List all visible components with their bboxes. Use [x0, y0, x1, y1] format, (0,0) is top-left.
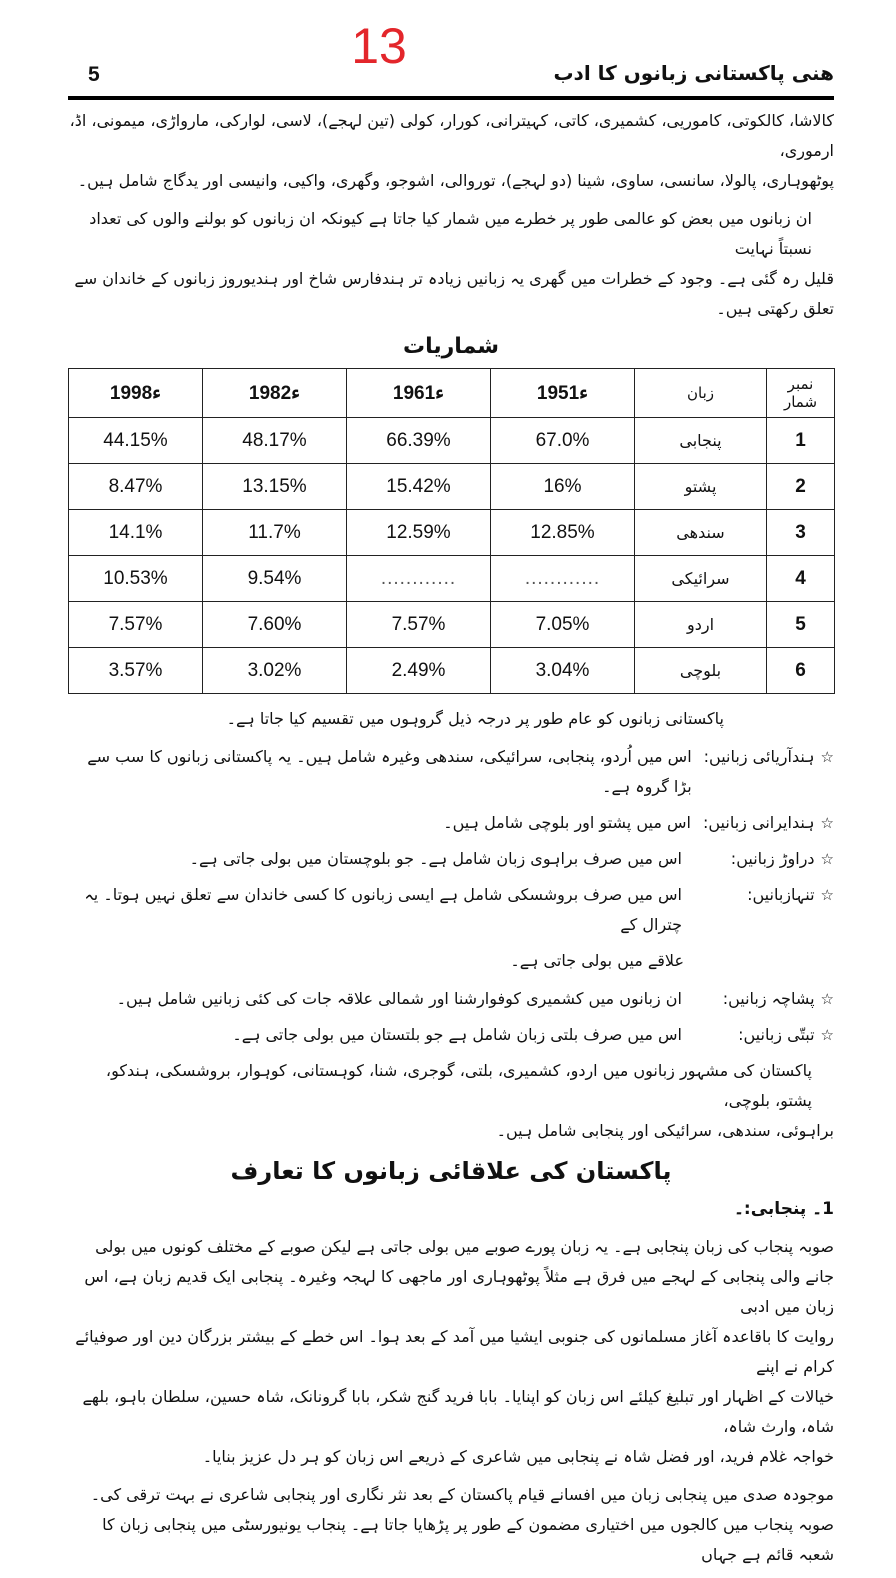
group-label: تنہازبانیں: — [747, 885, 815, 904]
regional-section-title: پاکستان کی علاقائی زبانوں کا تعارف — [230, 1157, 672, 1185]
red-page-number: 13 — [351, 18, 407, 74]
header-year-1961: 1961ء — [347, 369, 491, 418]
table-row — [69, 464, 835, 510]
cell-1951: 12.85% — [491, 510, 635, 556]
star-icon: ☆ — [820, 850, 834, 868]
statistics-title: شماریات — [403, 334, 499, 359]
cell-serial: 3 — [767, 510, 835, 556]
table-row — [69, 648, 835, 694]
cell-1961: 66.39% — [347, 418, 491, 464]
group-item-isolate — [68, 880, 834, 940]
cell-1951: 7.05% — [491, 602, 635, 648]
cell-1982: 48.17% — [203, 418, 347, 464]
endangered-line-1: ان زبانوں میں بعض کو عالمی طور پر خطرے میں شمار کیا جاتا ہے کیونکہ ان زبانوں کو بولنے والوں کی تعداد نسبتاً نہایت — [89, 209, 812, 258]
cell-1998: 3.57% — [69, 648, 203, 694]
intro-paragraph — [68, 106, 834, 196]
group-text: اس میں پشتو اور بلوچی شامل ہیں۔ — [443, 813, 691, 832]
cell-language: پشتو — [635, 464, 767, 510]
cell-1998: 44.15% — [69, 418, 203, 464]
header-year-1951: 1951ء — [491, 369, 635, 418]
cell-language: اردو — [635, 602, 767, 648]
punjabi-para1-line-2: جانے والی پنجابی کے لہجے میں فرق ہے مثلاً پوٹھوہاری اور ماجھی کا لہجہ وغیرہ۔ پنجابی ایک قدیم زبان ہے، اس زبان میں ادبی — [84, 1267, 834, 1316]
table-row — [69, 510, 835, 556]
cell-language: سندھی — [635, 510, 767, 556]
table-header-row — [69, 369, 835, 418]
group-text: اس میں صرف براہوی زبان شامل ہے۔ جو بلوچستان میں بولی جاتی ہے۔ — [189, 849, 682, 868]
header-language: زبان — [635, 369, 767, 418]
header-rule — [68, 96, 834, 100]
intro-line-1: کالاشا، کالکوتی، کاموریی، کشمیری، کاتی، کہیترانی، کورار، کولی (تین لہجے)، لاسی، لوارکی، مارواڑی، میمونی، اڈ، ارموری، — [69, 111, 834, 160]
table-row — [69, 602, 835, 648]
star-icon: ☆ — [820, 886, 834, 904]
cell-1951: 3.04% — [491, 648, 635, 694]
cell-1961: 12.59% — [347, 510, 491, 556]
cell-1982: 7.60% — [203, 602, 347, 648]
cell-language: سرائیکی — [635, 556, 767, 602]
group-item-tibetan — [68, 1020, 834, 1050]
cell-1961: 7.57% — [347, 602, 491, 648]
punjabi-para1-line-3: روایت کا باقاعدہ آغاز مسلمانوں کی جنوبی ایشیا میں آمد کے بعد ہوا۔ اس خطے کے بیشتر بزرگان دین اور صوفیائے کرام نے اپنے — [75, 1327, 834, 1376]
punjabi-paragraph-2 — [68, 1480, 834, 1570]
cell-1998: 8.47% — [69, 464, 203, 510]
cell-serial: 5 — [767, 602, 835, 648]
cell-language: بلوچی — [635, 648, 767, 694]
groups-intro: پاکستانی زبانوں کو عام طور پر درجہ ذیل گروہوں میں تقسیم کیا جاتا ہے۔ — [226, 709, 724, 728]
group-text: اس میں صرف بلتی زبان شامل ہے جو بلتستان میں بولی جاتی ہے۔ — [232, 1025, 682, 1044]
group-item-dravidian — [68, 844, 834, 874]
page-number: 5 — [88, 63, 100, 86]
cell-serial: 6 — [767, 648, 835, 694]
endangered-line-2: قلیل رہ گئی ہے۔ وجود کے خطرات میں گھری یہ زبانیں زیادہ تر ہندفارس شاخ اور ہندیوروز زبانوں کے خاندان سے تعلق رکھتی ہیں۔ — [74, 269, 834, 318]
cell-1961-empty: ............ — [347, 556, 491, 602]
page-header — [68, 0, 834, 96]
cell-1982: 9.54% — [203, 556, 347, 602]
intro-line-2: پوٹھوہاری، پالولا، سانسی، ساوی، شینا (دو لہجے)، توروالی، اشوجو، وگھری، واکیی، وانیسی اور یدگاج شامل ہیں۔ — [77, 171, 834, 190]
cell-1961: 2.49% — [347, 648, 491, 694]
cell-serial: 2 — [767, 464, 835, 510]
cell-1998: 10.53% — [69, 556, 203, 602]
cell-serial: 1 — [767, 418, 835, 464]
group-item-isolate-continuation: علاقے میں بولی جاتی ہے۔ — [510, 951, 684, 970]
header-serial: نمبر شمار — [767, 369, 835, 418]
group-item-indo-aryan — [68, 742, 834, 802]
group-label: ہندآریائی زبانیں: — [703, 747, 815, 766]
star-icon: ☆ — [820, 990, 834, 1008]
famous-languages-line-2: براہوئی، سندھی، سرائیکی اور پنجابی شامل ہیں۔ — [496, 1121, 834, 1140]
punjabi-para1-line-5: خواجہ غلام فرید، اور فضل شاہ نے پنجابی میں شاعری کے ذریعے اس زبان کو ہر دل عزیز بنایا۔ — [202, 1447, 834, 1466]
group-item-indo-iranian — [68, 808, 834, 838]
cell-1951: 67.0% — [491, 418, 635, 464]
star-icon: ☆ — [820, 1026, 834, 1044]
table-row — [69, 418, 835, 464]
cell-serial: 4 — [767, 556, 835, 602]
famous-languages-line-1: پاکستان کی مشہور زبانوں میں اردو، کشمیری، بلتی، گوجری، شنا، کوہستانی، کوہوار، بروشسکی، ہندکو، پشتو، بلوچی، — [105, 1061, 812, 1110]
cell-1982: 11.7% — [203, 510, 347, 556]
punjabi-para1-line-4: خیالات کے اظہار اور تبلیغ کیلئے اس زبان کو اپنایا۔ بابا فرید گنج شکر، بابا گرونانک، شاہ حسین، سلطان باہو، بلھے شاہ، وارث شاہ، — [82, 1387, 834, 1436]
punjabi-paragraph-1 — [68, 1232, 834, 1472]
group-text: ان زبانوں میں کشمیری کوفوارشنا اور شمالی علاقہ جات کی کئی زبانیں شامل ہیں۔ — [116, 989, 682, 1008]
punjabi-subheading: 1۔ پنجابی:۔ — [733, 1199, 834, 1219]
star-icon: ☆ — [820, 748, 834, 766]
cell-1998: 7.57% — [69, 602, 203, 648]
cell-1951-empty: ............ — [491, 556, 635, 602]
punjabi-para1-line-1: صوبہ پنجاب کی زبان پنجابی ہے۔ یہ زبان پورے صوبے میں بولی جاتی ہے لیکن صوبے کے مختلف کونوں میں بولی — [95, 1237, 834, 1256]
cell-1998: 14.1% — [69, 510, 203, 556]
group-text: اس میں اُردو، پنجابی، سرائیکی، سندھی وغیرہ شامل ہیں۔ یہ پاکستانی زبانوں کا سب سے بڑا گروہ ہے۔ — [87, 747, 692, 796]
running-header-title: ھنی پاکستانی زبانوں کا ادب — [553, 61, 834, 85]
cell-1982: 13.15% — [203, 464, 347, 510]
group-label: تبتّی زبانیں: — [738, 1025, 815, 1044]
group-item-dardic — [68, 984, 834, 1014]
table-row — [69, 556, 835, 602]
cell-1961: 15.42% — [347, 464, 491, 510]
group-label: پشاچہ زبانیں: — [722, 989, 815, 1008]
header-year-1998: 1998ء — [69, 369, 203, 418]
header-year-1982: 1982ء — [203, 369, 347, 418]
statistics-table — [68, 368, 835, 694]
punjabi-para2-line-2: صوبہ پنجاب میں کالجوں میں اختیاری مضمون کے طور پر پڑھایا جاتا ہے۔ پنجاب یونیورسٹی میں پنجابی زبان کا شعبہ قائم ہے جہاں — [102, 1515, 834, 1564]
cell-1982: 3.02% — [203, 648, 347, 694]
endangered-paragraph — [68, 204, 834, 324]
group-label: دراوڑ زبانیں: — [730, 849, 815, 868]
punjabi-para2-line-1: موجودہ صدی میں پنجابی زبان میں افسانے قیام پاکستان کے بعد نثر نگاری اور پنجابی شاعری نے بہت ترقی کی۔ — [90, 1485, 834, 1504]
cell-1951: 16% — [491, 464, 635, 510]
star-icon: ☆ — [820, 814, 834, 832]
group-label: ہندایرانی زبانیں: — [702, 813, 815, 832]
cell-language: پنجابی — [635, 418, 767, 464]
group-text: اس میں صرف بروشسکی شامل ہے ایسی زبانوں کا کسی خاندان سے تعلق نہیں ہوتا۔ یہ چترال کے — [84, 885, 682, 934]
famous-languages-paragraph — [68, 1056, 834, 1146]
